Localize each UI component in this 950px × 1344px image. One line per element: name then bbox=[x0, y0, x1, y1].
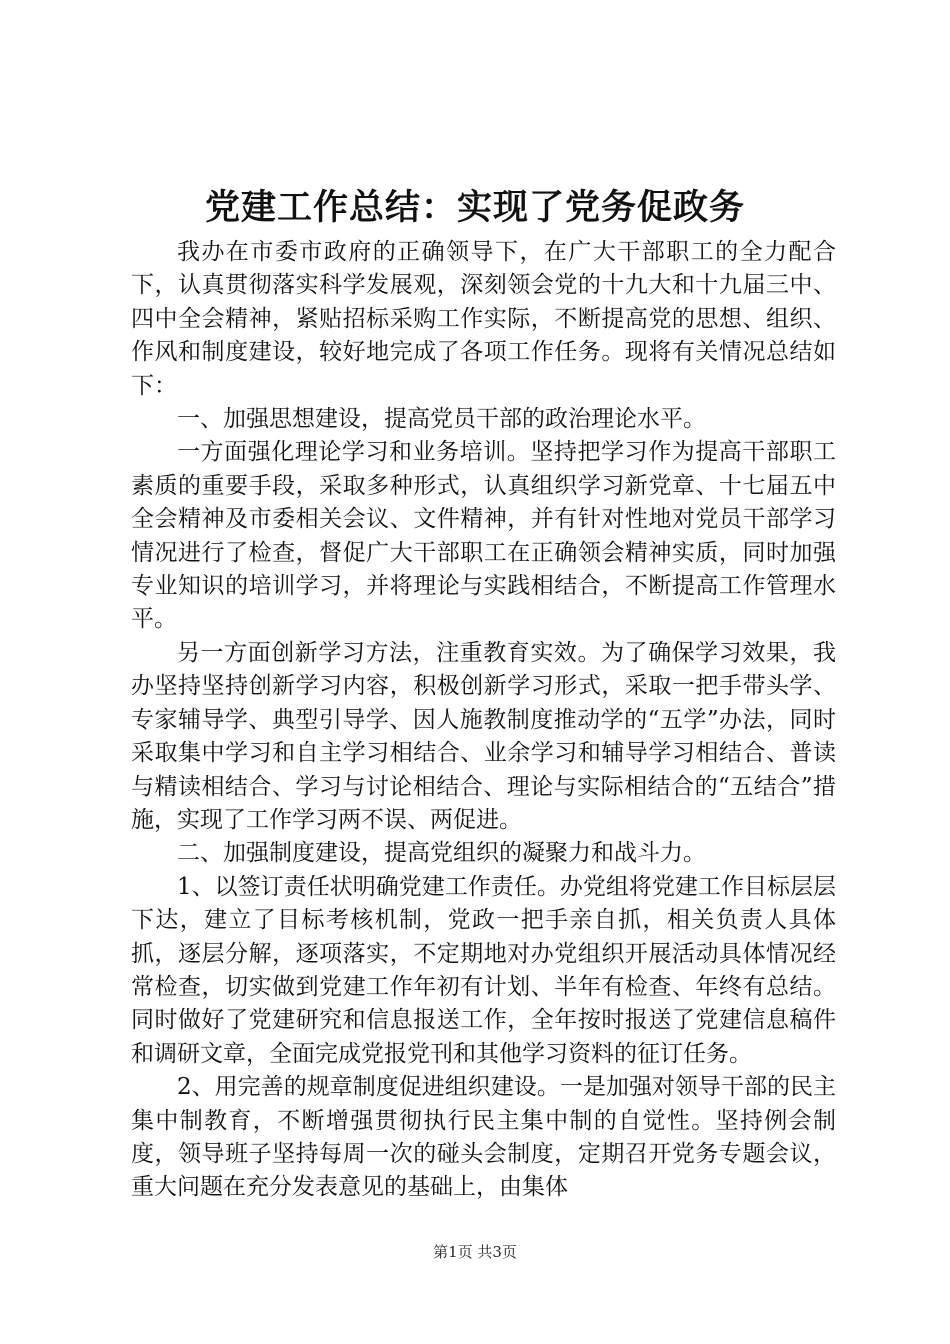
paragraph: 2、用完善的规章制度促进组织建设。一是加强对领导干部的民主集中制教育，不断增强贯彻执行民主集中制的自觉性。坚持例会制度，领导班子坚持每周一次的碰头会制度，定期召开党务专题会议，重大问题在充分发表意见的基础上，由集体 bbox=[131, 1074, 836, 1201]
paragraph: 另一方面创新学习方法，注重教育实效。为了确保学习效果，我办坚持坚持创新学习内容，积极创新学习形式，采取一把手带头学、专家辅导学、典型引导学、因人施教制度推动学的“五学”办法，同时采取集中学习和自主学习相结合、业余学习和辅导学习相结合、普读与精读相结合、学习与讨论相结合、理论与实际相结合的“五结合”措施，实现了工作学习两不误、两促进。 bbox=[131, 639, 836, 833]
section-heading-1: 一、加强思想建设，提高党员干部的政治理论水平。 bbox=[177, 406, 706, 433]
section-heading-2: 二、加强制度建设，提高党组织的凝聚力和战斗力。 bbox=[177, 840, 706, 867]
document-title: 党建工作总结：实现了党务促政务 bbox=[204, 187, 745, 228]
document-body bbox=[131, 236, 836, 1205]
paragraph: 1、以签订责任状明确党建工作责任。办党组将党建工作目标层层下达，建立了目标考核机制，党政一把手亲自抓，相关负责人具体抓，逐层分解，逐项落实，不定期地对办党组织开展活动具体情况经常检查，切实做到党建工作年初有计划、半年有检查、年终有总结。同时做好了党建研究和信息报送工作，全年按时报送了党建信息稿件和调研文章，全面完成党报党刊和其他学习资料的征订任务。 bbox=[131, 873, 836, 1067]
page-number: 第1页 共3页 bbox=[433, 1243, 517, 1261]
paragraph: 一方面强化理论学习和业务培训。坚持把学习作为提高干部职工素质的重要手段，采取多种形式，认真组织学习新党章、十七届五中全会精神及市委相关会议、文件精神，并有针对性地对党员干部学习情况进行了检查，督促广大干部职工在正确领会精神实质，同时加强专业知识的培训学习，并将理论与实践相结合，不断提高工作管理水平。 bbox=[131, 439, 836, 633]
paragraph-intro: 我办在市委市政府的正确领导下，在广大干部职工的全力配合下，认真贯彻落实科学发展观，深刻领会党的十九大和十九届三中、四中全会精神，紧贴招标采购工作实际，不断提高党的思想、组织、作风和制度建设，较好地完成了各项工作任务。现将有关情况总结如下： bbox=[131, 239, 836, 399]
